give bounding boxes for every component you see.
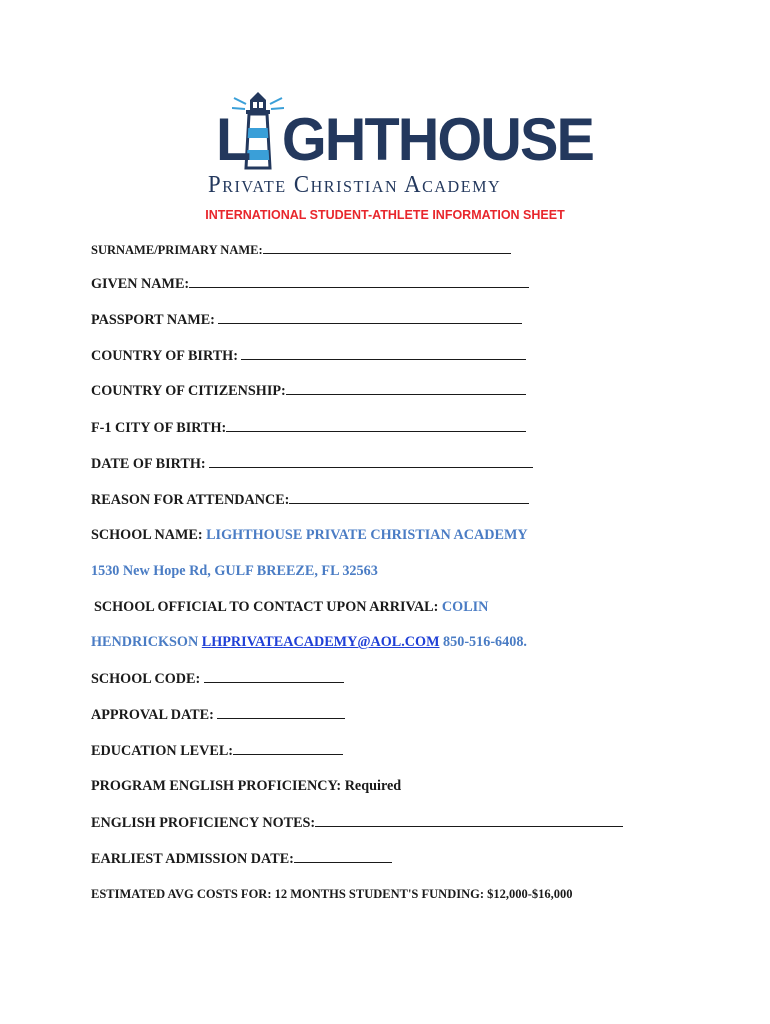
school-logo	[208, 92, 593, 204]
school-code-label: SCHOOL CODE:	[91, 671, 201, 687]
school-name-value: LIGHTHOUSE PRIVATE CHRISTIAN ACADEMY	[206, 527, 528, 543]
passport-name-field	[91, 310, 522, 329]
passport-name-label: PASSPORT NAME:	[91, 312, 215, 328]
contact-email-link[interactable]: LHPRIVATEACADEMY@AOL.COM	[201, 634, 440, 650]
earliest-admission-label: EARLIEST ADMISSION DATE:	[91, 851, 294, 867]
contact-first-name: COLIN	[441, 599, 489, 615]
school-name-field	[91, 526, 528, 544]
contact-phone: 850-516-6408.	[443, 634, 527, 650]
english-proficiency-field	[91, 777, 401, 795]
given-name-field	[91, 274, 529, 293]
education-level-input-line[interactable]	[233, 741, 343, 755]
city-birth-label: F-1 CITY OF BIRTH:	[91, 420, 227, 436]
english-proficiency-value: Required	[344, 778, 402, 794]
school-name-label: SCHOOL NAME:	[91, 527, 203, 543]
date-birth-label: DATE OF BIRTH:	[91, 456, 206, 472]
english-proficiency-label: PROGRAM ENGLISH PROFICIENCY:	[91, 778, 342, 794]
country-citizenship-field	[91, 381, 526, 400]
english-notes-label: ENGLISH PROFICIENCY NOTES:	[91, 815, 316, 831]
approval-date-field	[91, 705, 345, 724]
school-code-field	[91, 669, 344, 688]
reason-input-line[interactable]	[289, 490, 529, 504]
reason-field	[91, 490, 529, 509]
surname-label: SURNAME/PRIMARY NAME:	[91, 243, 263, 257]
surname-field	[91, 240, 511, 259]
country-birth-input-line[interactable]	[241, 346, 526, 360]
date-birth-input-line[interactable]	[209, 454, 533, 468]
passport-name-input-line[interactable]	[218, 310, 522, 324]
contact-details	[91, 633, 527, 651]
date-birth-field	[91, 454, 533, 473]
country-citizenship-input-line[interactable]	[286, 381, 526, 395]
contact-field	[94, 598, 488, 616]
approval-date-input-line[interactable]	[217, 705, 345, 719]
reason-label: REASON FOR ATTENDANCE:	[91, 492, 290, 508]
english-notes-field	[91, 813, 623, 832]
logo-subtitle: Private Christian Academy	[208, 172, 502, 198]
city-birth-field	[91, 418, 526, 437]
school-code-input-line[interactable]	[204, 669, 344, 683]
education-level-label: EDUCATION LEVEL:	[91, 743, 234, 759]
given-name-input-line[interactable]	[189, 274, 529, 288]
country-birth-label: COUNTRY OF BIRTH:	[91, 348, 238, 364]
sheet-title: INTERNATIONAL STUDENT-ATHLETE INFORMATION SHEET	[205, 208, 565, 222]
school-address: 1530 New Hope Rd, GULF BREEZE, FL 32563	[91, 563, 378, 579]
contact-last-name: HENDRICKSON	[91, 634, 199, 650]
country-citizenship-label: COUNTRY OF CITIZENSHIP:	[91, 383, 286, 399]
given-name-label: GIVEN NAME:	[91, 276, 190, 292]
earliest-admission-input-line[interactable]	[294, 849, 392, 863]
estimated-costs: ESTIMATED AVG COSTS FOR: 12 MONTHS STUDENT'S FUNDING: $12,000-$16,000	[91, 887, 573, 901]
country-birth-field	[91, 346, 526, 365]
approval-date-label: APPROVAL DATE:	[91, 707, 214, 723]
surname-input-line[interactable]	[263, 240, 511, 254]
earliest-admission-field	[91, 849, 392, 868]
english-notes-input-line[interactable]	[315, 813, 623, 827]
city-birth-input-line[interactable]	[226, 418, 526, 432]
education-level-field	[91, 741, 343, 760]
contact-label: SCHOOL OFFICIAL TO CONTACT UPON ARRIVAL:	[94, 599, 439, 615]
logo-wordmark: L GHTHOUSE	[216, 106, 593, 173]
